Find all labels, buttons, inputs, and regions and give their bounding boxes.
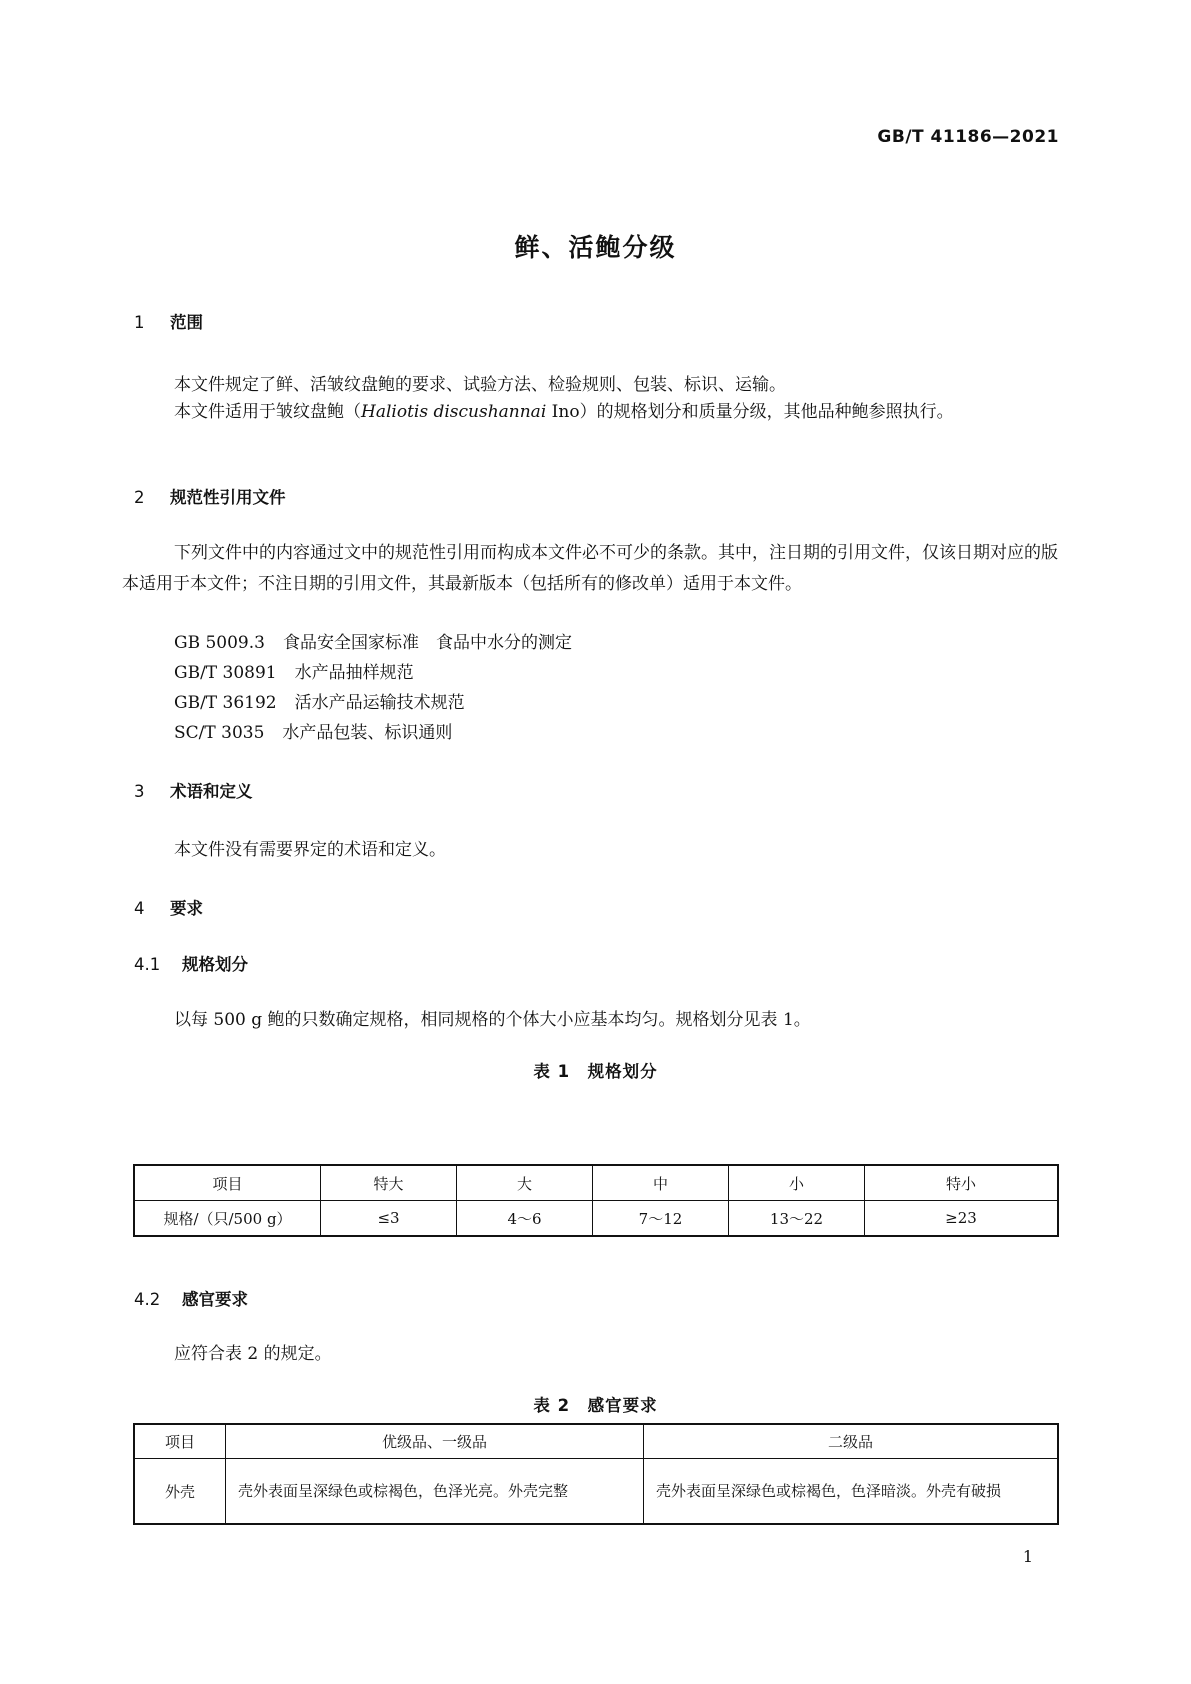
reference-title: 水产品包装、标识通则 [282, 723, 453, 743]
table-header-row [134, 1165, 1058, 1201]
section-title: 术语和定义 [170, 782, 253, 801]
table-cell: 7～12 [593, 1201, 729, 1237]
table-header-cell: 大 [457, 1165, 593, 1201]
section-number: 3 [134, 782, 145, 801]
table-header-cell: 中 [593, 1165, 729, 1201]
table-header-cell: 特小 [865, 1165, 1059, 1201]
section-title: 范围 [170, 313, 203, 332]
section-2-heading [134, 484, 286, 508]
section-1-heading [134, 309, 203, 333]
scope-paragraph-2 [122, 397, 1058, 428]
reference-code: GB/T 36192 [174, 693, 277, 713]
table-1-caption: 表 1 规格划分 [533, 1062, 658, 1081]
section-title: 感官要求 [182, 1290, 248, 1309]
section-number: 4.2 [134, 1290, 161, 1309]
table-cell: 壳外表面呈深绿色或棕褐色，色泽光亮。外壳完整 [226, 1459, 644, 1525]
terms-paragraph: 本文件没有需要界定的术语和定义。 [174, 840, 446, 860]
scope-text-b: Ino）的规格划分和质量分级，其他品种鲍参照执行。 [546, 402, 954, 422]
section-number: 4.1 [134, 955, 161, 974]
reference-item [174, 688, 465, 713]
document-title: 鲜、活鲍分级 [514, 233, 677, 262]
table-cell: 外壳 [134, 1459, 226, 1525]
section-title: 规格划分 [182, 955, 248, 974]
reference-code: GB 5009.3 [174, 633, 265, 653]
table-cell: 壳外表面呈深绿色或棕褐色，色泽暗淡。外壳有破损 [644, 1459, 1059, 1525]
section-title: 要求 [170, 899, 203, 918]
section-4-1-heading [134, 951, 248, 975]
section-number: 2 [134, 488, 145, 507]
section-4-2-heading [134, 1286, 248, 1310]
sensory-table [133, 1423, 1059, 1525]
reference-title: 水产品抽样规范 [294, 663, 414, 683]
reference-item [174, 718, 452, 743]
table-header-cell: 小 [729, 1165, 865, 1201]
species-name: Haliotis discushannai [361, 402, 547, 422]
table-header-cell: 项目 [134, 1424, 226, 1459]
spec-paragraph: 以每 500 g 鲍的只数确定规格，相同规格的个体大小应基本均匀。规格划分见表 1。 [174, 1010, 811, 1030]
table-header-cell: 特大 [321, 1165, 457, 1201]
reference-title: 食品安全国家标准 食品中水分的测定 [282, 633, 572, 653]
reference-code: SC/T 3035 [174, 723, 265, 743]
table-row [134, 1201, 1058, 1237]
normative-intro: 下列文件中的内容通过文中的规范性引用而构成本文件必不可少的条款。其中，注日期的引用文件，仅该日期对应的版本适用于本文件；不注日期的引用文件，其最新版本（包括所有的修改单）适用于本文件。 [122, 543, 1058, 594]
table-row [134, 1459, 1058, 1525]
table-header-cell: 项目 [134, 1165, 321, 1201]
table-header-cell: 优级品、一级品 [226, 1424, 644, 1459]
table-cell: 13～22 [729, 1201, 865, 1237]
reference-code: GB/T 30891 [174, 663, 277, 683]
table-header-cell: 二级品 [644, 1424, 1059, 1459]
table-cell: 4～6 [457, 1201, 593, 1237]
section-3-heading [134, 778, 253, 802]
table-cell: ≥23 [865, 1201, 1059, 1237]
table-cell: ≤3 [321, 1201, 457, 1237]
scope-paragraph-1: 本文件规定了鲜、活皱纹盘鲍的要求、试验方法、检验规则、包装、标识、运输。 [174, 375, 786, 395]
scope-text-a: 本文件适用于皱纹盘鲍（ [174, 402, 361, 422]
reference-item [174, 658, 414, 683]
spec-table [133, 1164, 1059, 1237]
reference-item [174, 628, 572, 653]
reference-title: 活水产品运输技术规范 [294, 693, 465, 713]
table-cell: 规格/（只/500 g） [134, 1201, 321, 1237]
section-number: 4 [134, 899, 145, 918]
section-title: 规范性引用文件 [170, 488, 286, 507]
section-number: 1 [134, 313, 145, 332]
table-2-caption: 表 2 感官要求 [533, 1396, 658, 1415]
page-number: 1 [1022, 1547, 1033, 1566]
table-header-row [134, 1424, 1058, 1459]
standard-code: GB/T 41186—2021 [877, 127, 1059, 147]
sensory-paragraph: 应符合表 2 的规定。 [174, 1344, 332, 1364]
section-4-heading [134, 895, 203, 919]
